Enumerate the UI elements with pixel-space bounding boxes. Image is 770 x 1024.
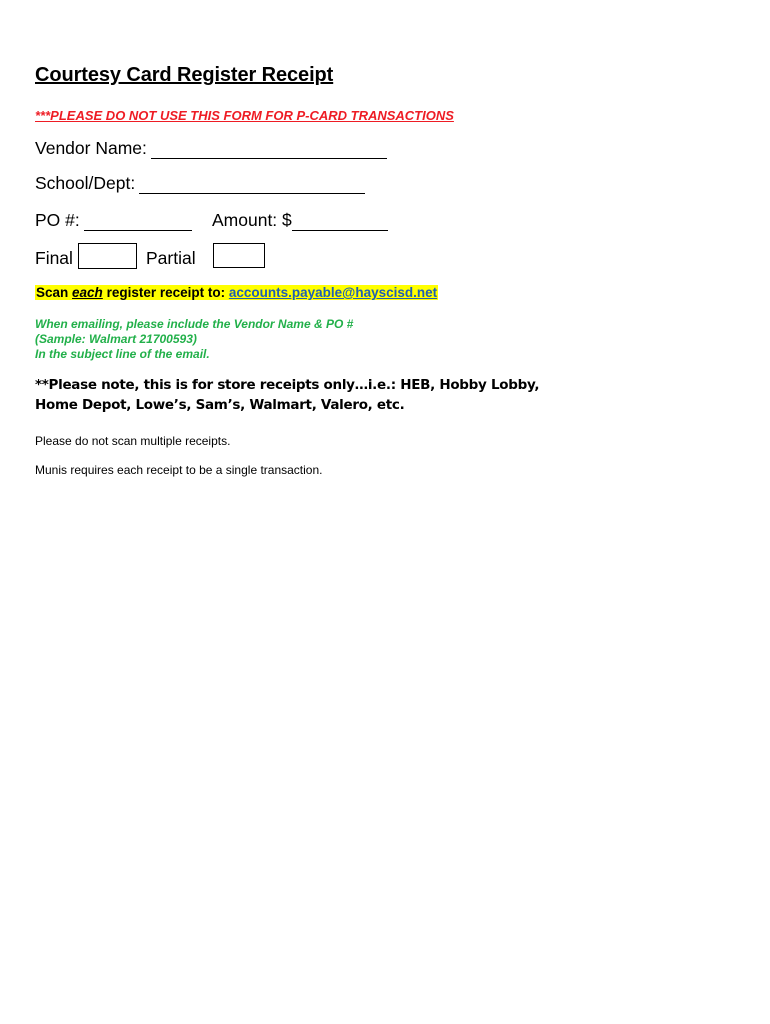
partial-checkbox[interactable]	[213, 243, 265, 268]
school-dept-blank[interactable]	[139, 177, 365, 194]
partial-label: Partial	[146, 248, 196, 268]
email-link[interactable]: accounts.payable@hayscisd.net	[228, 285, 438, 300]
vendor-name-field	[35, 138, 387, 159]
scan-prefix: Scan	[36, 285, 73, 300]
final-checkbox[interactable]	[78, 243, 137, 269]
po-number-field	[35, 210, 192, 231]
po-number-blank[interactable]	[84, 214, 192, 231]
email-instruction-line-2: (Sample: Walmart 21700593)	[35, 332, 197, 346]
footer-line-1: Please do not scan multiple receipts.	[35, 434, 231, 448]
vendor-name-blank[interactable]	[151, 142, 387, 159]
vendor-name-label: Vendor Name:	[35, 138, 147, 158]
final-label: Final	[35, 248, 73, 268]
email-instruction-line-1: When emailing, please include the Vendor Name & PO #	[35, 317, 354, 331]
scan-instruction	[35, 285, 438, 300]
scan-each: each	[72, 285, 103, 300]
pcard-warning: ***PLEASE DO NOT USE THIS FORM FOR P-CARD TRANSACTIONS	[35, 108, 454, 123]
amount-blank[interactable]	[292, 214, 388, 231]
form-title: Courtesy Card Register Receipt	[35, 64, 334, 86]
footer-line-2: Munis requires each receipt to be a single transaction.	[35, 463, 323, 477]
school-dept-field	[35, 173, 365, 194]
scan-middle: register receipt to:	[102, 285, 229, 300]
store-note-line-2: Home Depot, Lowe’s, Sam’s, Walmart, Valero, etc.	[35, 397, 405, 413]
amount-label: Amount: $	[212, 210, 292, 230]
school-dept-label: School/Dept:	[35, 173, 136, 193]
amount-field	[212, 210, 388, 231]
store-note-line-1: **Please note, this is for store receipts only…i.e.: HEB, Hobby Lobby,	[35, 377, 540, 393]
po-number-label: PO #:	[35, 210, 80, 230]
email-instruction-line-3: In the subject line of the email.	[35, 347, 210, 361]
